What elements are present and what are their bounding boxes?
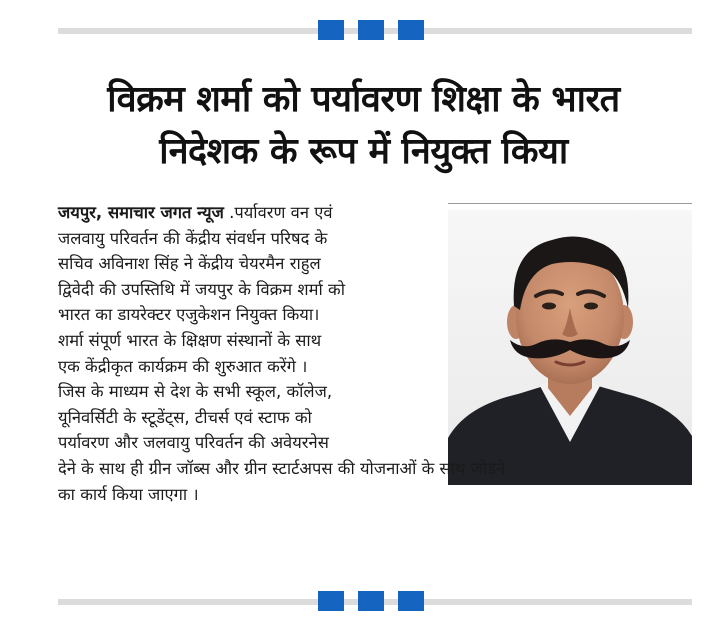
article-line: एक केंद्रीकृत कार्यक्रम की शुरुआत करेंगे । xyxy=(58,356,308,376)
divider-square xyxy=(398,591,424,611)
divider-square xyxy=(318,591,344,611)
article-line: जिस के माध्यम से देश के सभी स्कूल, कॉलेज, xyxy=(58,382,333,402)
article-line-1-rest: .पर्यावरण वन एवं xyxy=(223,203,333,222)
article-headline xyxy=(20,74,707,178)
top-divider-squares xyxy=(318,20,424,40)
headline-line-2: निदेशक के रूप में नियुक्त किया xyxy=(159,131,568,172)
article-line-1 xyxy=(58,200,706,226)
article-line: सचिव अविनाश सिंह ने केंद्रीय चेयरमैन राहुल xyxy=(58,254,321,274)
article-line: का कार्य किया जाएगा । xyxy=(58,484,199,504)
headline-line-1: विक्रम शर्मा को पर्यावरण शिक्षा के भारत xyxy=(107,79,620,120)
divider-square xyxy=(358,20,384,40)
article-line: यूनिवर्सिटी के स्टूडेंट्स, टीचर्स एवं स्टाफ को xyxy=(58,407,312,427)
article-line: देने के साथ ही ग्रीन जॉब्स और ग्रीन स्टार्टअपस की योजनाओं के साथ जोड़ने xyxy=(58,458,506,478)
article-body xyxy=(58,200,706,507)
article-line: शर्मा संपूर्ण भारत के क्षिक्षण संस्थानों के साथ xyxy=(58,330,322,350)
dateline: जयपुर, समाचार जगत न्यूज xyxy=(58,203,224,222)
article-line: पर्यावरण और जलवायु परिवर्तन की अवेयरनेस xyxy=(58,433,329,453)
divider-square xyxy=(358,591,384,611)
article-line: जलवायु परिवर्तन की केंद्रीय संवर्धन परिषद के xyxy=(58,228,328,248)
bottom-divider-squares xyxy=(318,591,424,611)
article-line: भारत का डायरेक्टर एजुकेशन नियुक्त किया। xyxy=(58,305,320,325)
divider-square xyxy=(318,20,344,40)
article-line: द्विवेदी की उपस्तिथि में जयपुर के विक्रम शर्मा को xyxy=(58,279,345,299)
divider-square xyxy=(398,20,424,40)
